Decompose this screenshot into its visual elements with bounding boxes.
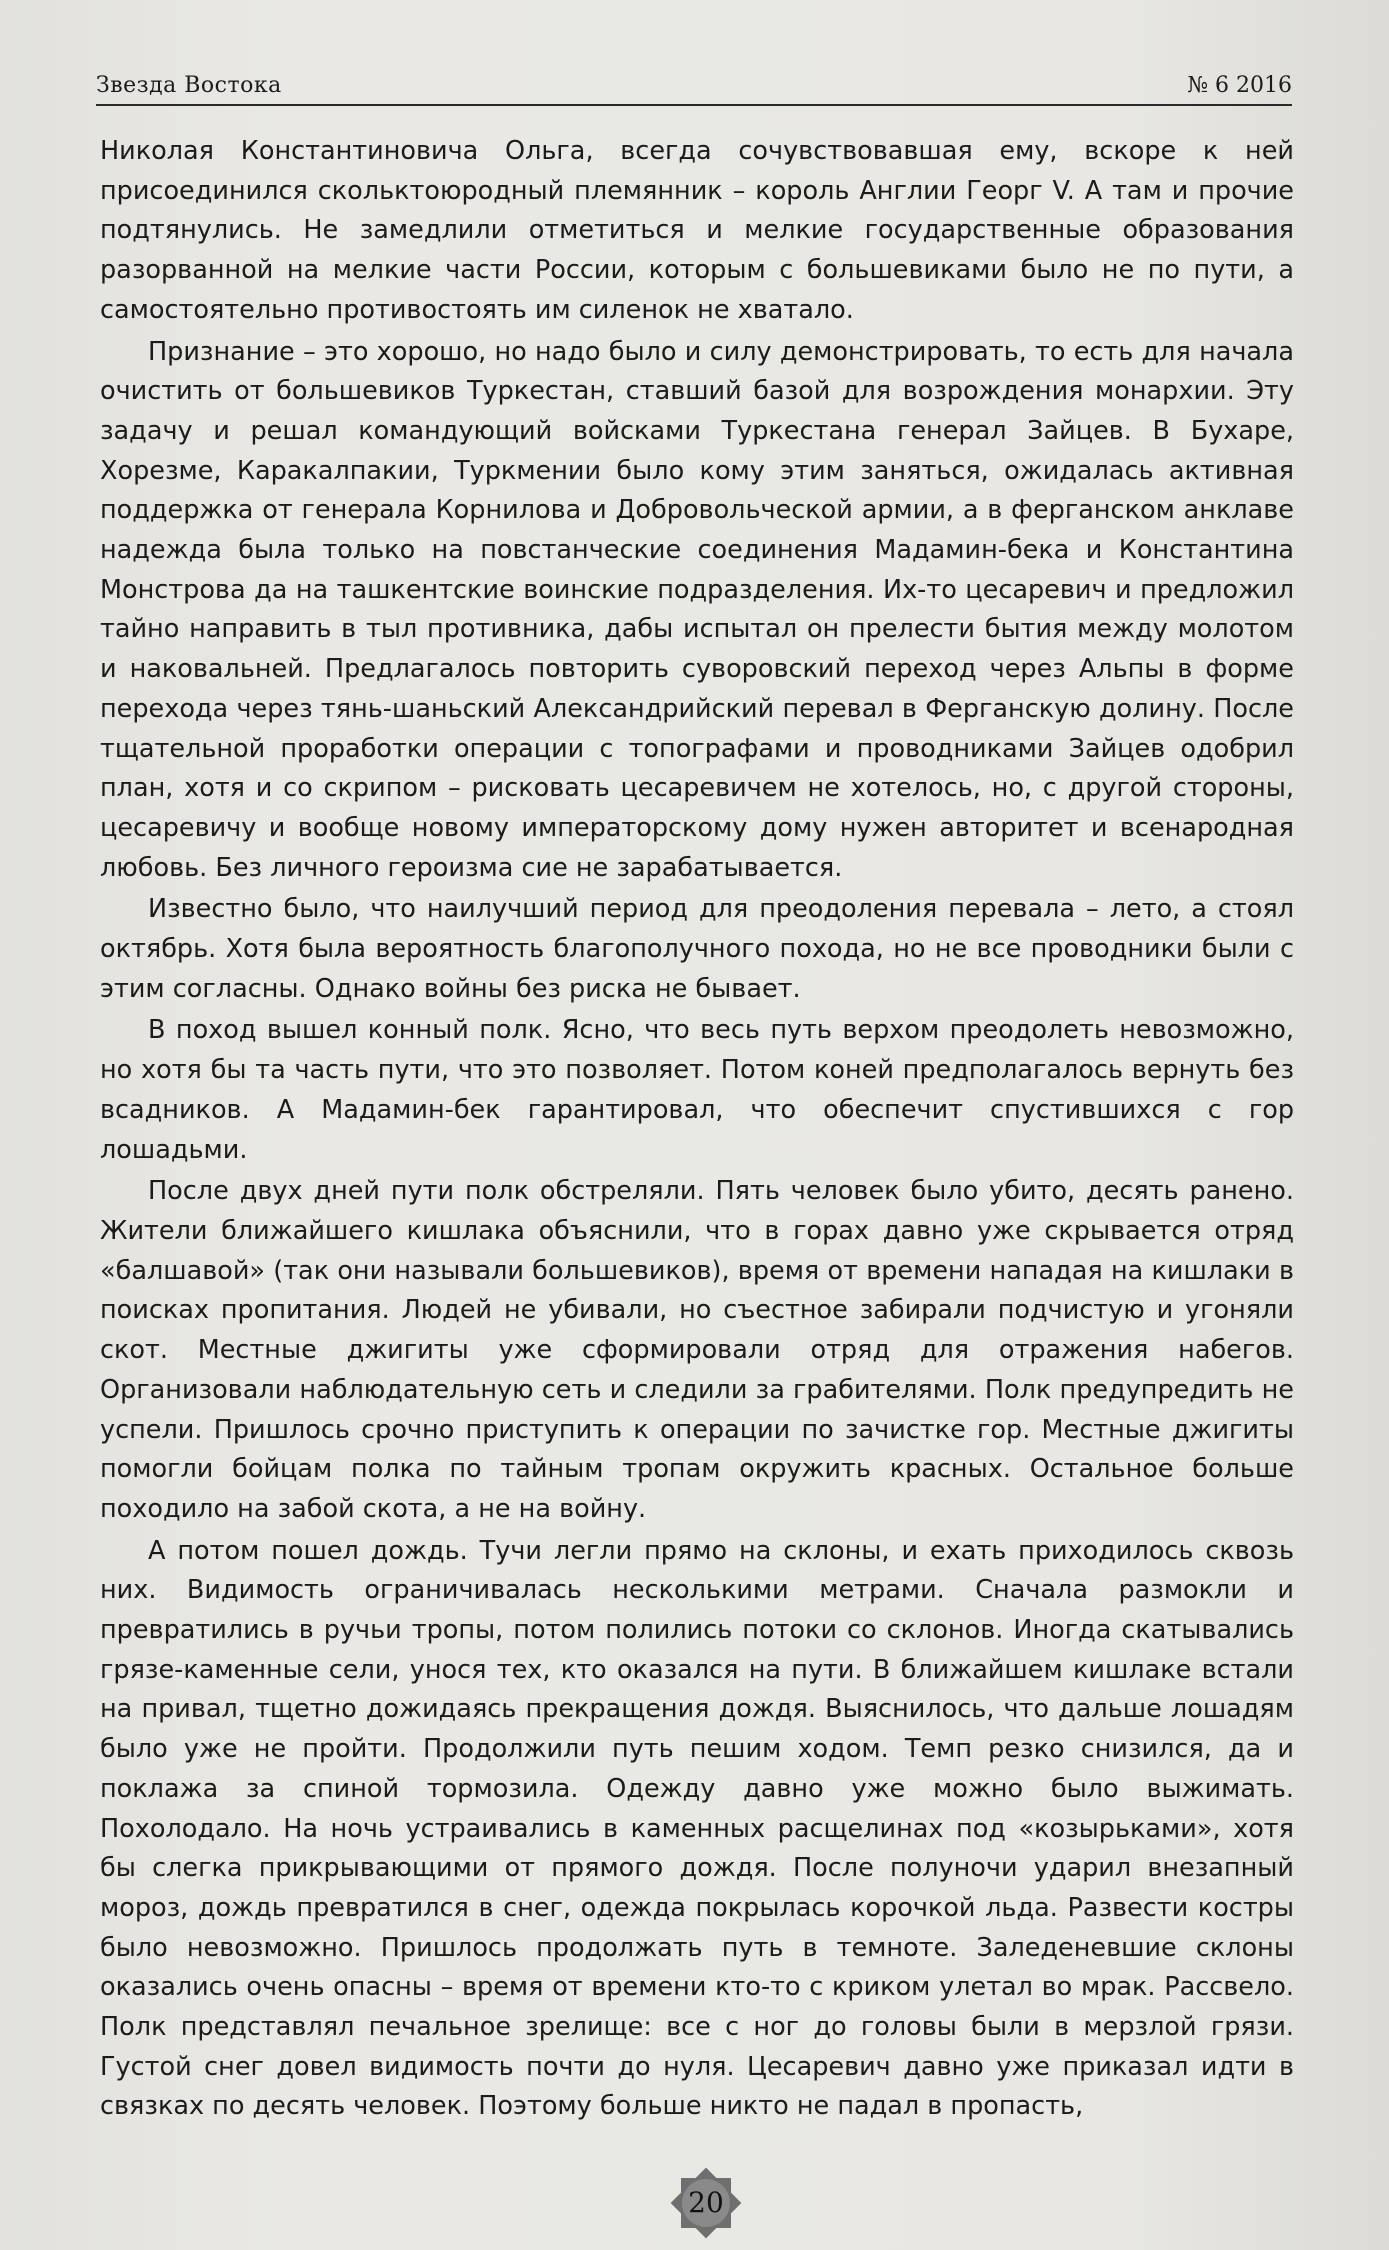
paragraph: Николая Константиновича Ольга, всегда сочувствовавшая ему, вскоре к ней присоединился скольктоюродный племянник – король Англии Георг V. А там и прочие подтянулись. Не замедлили отметиться и мелкие государственные образования разорванной на мелкие части России, которым с большевиками было не по пути, а самостоятельно противостоять им силенок не хватало. bbox=[100, 136, 1294, 325]
paragraph: А потом пошел дождь. Тучи легли прямо на склоны, и ехать приходилось сквозь них. Видимость ограничивалась несколькими метрами. Сначала размокли и превратились в ручьи тропы, потом полились потоки со склонов. Иногда скатывались грязе-каменные сели, унося тех, кто оказался на пути. В ближайшем кишлаке встали на привал, тщетно дожидаясь прекращения дождя. Выяснилось, что дальше лошадям было уже не пройти. Продолжили путь пешим ходом. Темп резко снизился, да и поклажа за спиной тормозила. Одежду давно уже можно было выжимать. Похолодало. На ночь устраивались в каменных расщелинах под «козырьками», хотя бы слегка прикрывающими от прямого дождя. После полуночи ударил внезапный мороз, дождь превратился в снег, одежда покрылась корочкой льда. Развести костры было невозможно. Пришлось продолжать путь в темноте. Заледеневшие склоны оказались очень опасны – время от времени кто-то с криком улетал во мрак. Рассвело. Полк представлял печальное зрелище: все с ног до головы были в мерзлой грязи. Густой снег довел видимость почти до нуля. Цесаревич давно уже приказал идти в связках по десять человек. Поэтому больше никто не падал в пропасть, bbox=[100, 1535, 1294, 2122]
paragraph: В поход вышел конный полк. Ясно, что весь путь верхом преодолеть невозможно, но хотя бы та часть пути, что это позволяет. Потом коней предполагалось вернуть без всадников. А Мадамин-бек гарантировал, что обеспечит спустившихся с гор лошадьми. bbox=[100, 1015, 1294, 1165]
running-header bbox=[96, 64, 1292, 106]
page-number-badge bbox=[663, 2160, 749, 2246]
paragraph: Известно было, что наилучший период для преодоления перевала – лето, а стоял октябрь. Хотя была вероятность благополучного похода, но не все проводники были с этим согласны. Однако войны без риска не бывает. bbox=[100, 894, 1294, 1004]
paragraph: После двух дней пути полк обстреляли. Пять человек было убито, десять ранено. Жители ближайшего кишлака объяснили, что в горах давно уже скрывается отряд «балшавой» (так они называли большевиков), время от времени нападая на кишлаки в поисках пропитания. Людей не убивали, но съестное забирали подчистую и угоняли скот. Местные джигиты уже сформировали отряд для отражения набегов. Организовали наблюдательную сеть и следили за грабителями. Полк предупредить не успели. Пришлось срочно приступить к операции по зачистке гор. Местные джигиты помогли бойцам полка по тайным тропам окружить красных. Остальное больше походило на забой скота, а не на войну. bbox=[100, 1176, 1294, 1524]
paragraph: Признание – это хорошо, но надо было и силу демонстрировать, то есть для начала очистить от большевиков Туркестан, ставший базой для возрождения монархии. Эту задачу и решал командующий войсками Туркестана генерал Зайцев. В Бухаре, Хорезме, Каракалпакии, Туркмении было кому этим заняться, ожидалась активная поддержка от генерала Корнилова и Добровольческой армии, а в ферганском анклаве надежда была только на повстанческие соединения Мадамин-бека и Константина Монстрова да на ташкентские воинские подразделения. Их-то цесаревич и предложил тайно направить в тыл противника, дабы испытал он прелести бытия между молотом и наковальней. Предлагалось повторить суворовский переход через Альпы в форме перехода через тянь-шаньский Александрийский перевал в Ферганскую долину. После тщательной проработки операции с топографами и проводниками Зайцев одобрил план, хотя и со скрипом – рисковать цесаревичем не хотелось, но, с другой стороны, цесаревичу и вообще новому императорскому дому нужен авторитет и всенародная любовь. Без личного героизма сие не зарабатывается. bbox=[100, 336, 1294, 883]
page-number: 20 bbox=[688, 2186, 724, 2219]
article-body bbox=[100, 132, 1294, 2129]
issue-number: № 6 2016 bbox=[1187, 73, 1292, 98]
journal-title: Звезда Востока bbox=[96, 73, 282, 98]
